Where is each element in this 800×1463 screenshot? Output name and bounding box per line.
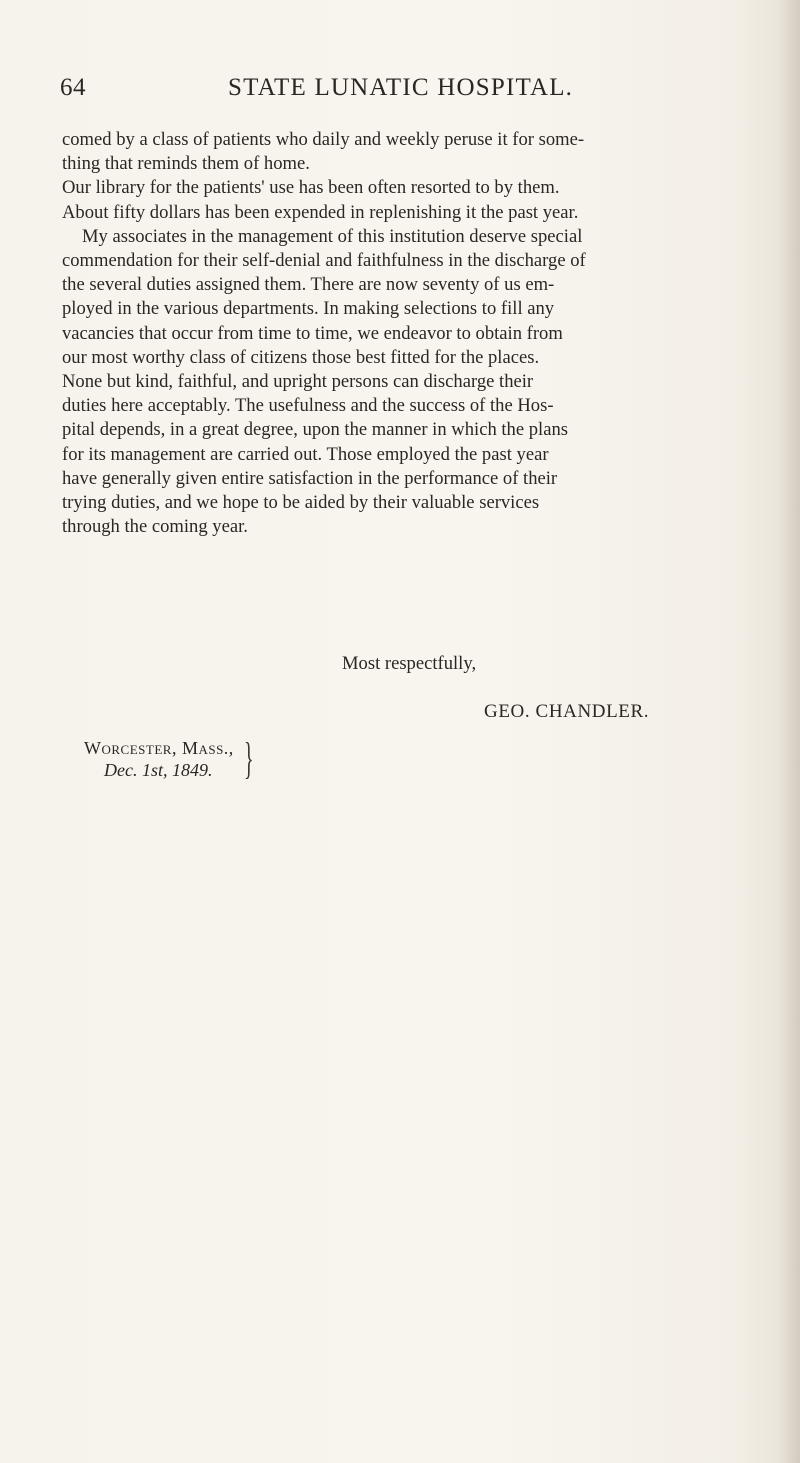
closing-salutation: Most respectfully, (342, 653, 477, 674)
text-line: ployed in the various departments. In making selections to fill any (62, 298, 555, 320)
text-line: our most worthy class of citizens those best fitted for the places. (62, 346, 540, 368)
text-line: My associates in the management of this institution deserve special (82, 225, 583, 247)
body-text (62, 128, 780, 539)
dateline-date: Dec. 1st, 1849. (104, 760, 213, 780)
right-brace-icon: } (244, 734, 254, 783)
text-line: vacancies that occur from time to time, we endeavor to obtain from (62, 322, 563, 344)
text-line: About fifty dollars has been expended in replenishing it the past year. (62, 201, 579, 223)
running-head (60, 74, 700, 104)
text-line: None but kind, faithful, and upright persons can discharge their (62, 371, 534, 393)
text-line: the several duties assigned them. There are now seventy of us em- (62, 274, 555, 296)
page-edge-shadow (778, 0, 800, 1463)
page-number: 64 (60, 74, 86, 101)
text-line: through the coming year. (62, 516, 248, 538)
text-line: duties here acceptably. The usefulness and the success of the Hos- (62, 395, 554, 417)
text-line: pital depends, in a great degree, upon the manner in which the plans (62, 419, 568, 441)
text-line: have generally given entire satisfaction in the performance of their (62, 467, 558, 489)
signature: GEO. CHANDLER. (484, 701, 650, 722)
text-line: for its management are carried out. Those employed the past year (62, 443, 549, 465)
dateline-place (84, 738, 234, 759)
page-title: STATE LUNATIC HOSPITAL. (228, 74, 574, 101)
text-line: trying duties, and we hope to be aided by their valuable services (62, 492, 540, 514)
text-line: comed by a class of patients who daily and weekly peruse it for some- (62, 129, 585, 150)
dateline-place-text: Worcester, Mass., (84, 738, 234, 758)
text-line: Our library for the patients' use has been often resorted to by them. (62, 177, 560, 199)
text-line: commendation for their self-denial and faithfulness in the discharge of (62, 250, 586, 272)
text-line: thing that reminds them of home. (62, 153, 310, 175)
